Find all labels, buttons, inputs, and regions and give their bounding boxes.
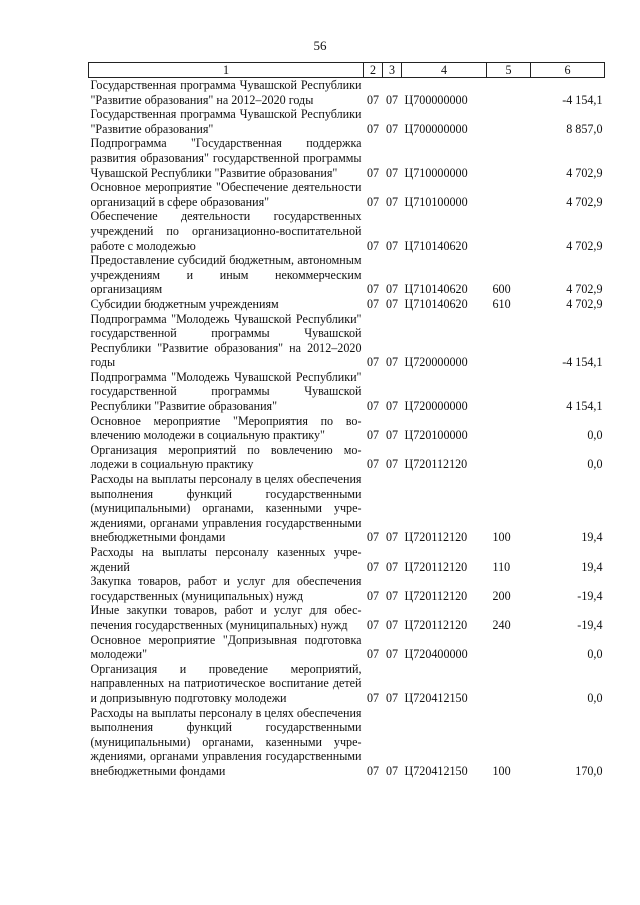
row-expense-type: 110 xyxy=(492,559,511,574)
table-row xyxy=(89,107,605,136)
row-target-article: Ц720100000 xyxy=(404,428,468,443)
row-amount: -19,4 xyxy=(577,617,603,632)
table-row xyxy=(89,136,605,180)
row-section: 07 xyxy=(366,282,380,297)
row-target-article: Ц720112120 xyxy=(404,588,468,603)
row-amount: -4 154,1 xyxy=(562,355,603,370)
header-col-2: 2 xyxy=(364,63,383,78)
row-section: 07 xyxy=(366,763,380,778)
row-name: Организация мероприятий по вовлечению молодежи в социальную практику xyxy=(90,442,362,472)
row-name: Основное мероприятие "Обеспечение деятельности организаций в сфере образования" xyxy=(90,180,362,209)
row-expense-type xyxy=(487,78,531,108)
row-subsection: 07 xyxy=(385,355,399,370)
row-name: Основное мероприятие "Мероприятия по вовлечению молодежи в социальную практику" xyxy=(90,413,362,443)
row-name: Иные закупки товаров, работ и услуг для обеспечения государственных (муниципальных) нужд xyxy=(90,603,362,632)
table-row xyxy=(89,209,605,253)
row-expense-type xyxy=(487,209,531,253)
row-subsection: 07 xyxy=(385,238,399,253)
row-expense-type xyxy=(487,136,531,180)
row-name: Подпрограмма "Молодежь Чувашской Республики" государственной программы Чувашской Республики "Развитие образования" xyxy=(90,369,362,414)
row-name: Расходы на выплаты персоналу в целях обеспечения выполнения функций государственными (муниципальными) органами, казенными учреждениями, органами управления государственными внебюджетными фондами xyxy=(90,472,362,545)
row-expense-type xyxy=(487,370,531,414)
row-name: Предоставление субсидий бюджетным, автономным учреждениям и иным некоммерческим организациям xyxy=(90,253,362,297)
row-name: Расходы на выплаты персоналу казенных учреждений xyxy=(90,545,362,574)
table-row xyxy=(89,297,605,312)
row-subsection: 07 xyxy=(385,399,399,414)
row-amount: 8 857,0 xyxy=(566,121,603,136)
row-subsection: 07 xyxy=(385,282,399,297)
row-section: 07 xyxy=(366,165,380,180)
row-amount: 4 702,9 xyxy=(566,238,603,253)
table-row xyxy=(89,78,605,108)
row-subsection: 07 xyxy=(385,296,399,311)
row-target-article: Ц710140620 xyxy=(404,296,468,311)
row-amount: 4 702,9 xyxy=(566,282,603,297)
row-expense-type xyxy=(487,180,531,209)
row-expense-type xyxy=(487,107,531,136)
table-header xyxy=(89,63,605,78)
header-col-1: 1 xyxy=(89,63,364,78)
row-subsection: 07 xyxy=(385,165,399,180)
row-section: 07 xyxy=(366,194,380,209)
table-row xyxy=(89,414,605,443)
row-amount: 4 702,9 xyxy=(566,194,603,209)
header-col-4: 4 xyxy=(402,63,487,78)
row-name: Государственная программа Чувашской Республики "Развитие образования" xyxy=(90,107,362,136)
row-subsection: 07 xyxy=(385,457,399,472)
row-subsection: 07 xyxy=(385,92,399,107)
row-section: 07 xyxy=(366,92,380,107)
row-target-article: Ц720112120 xyxy=(404,457,468,472)
row-section: 07 xyxy=(366,399,380,414)
row-subsection: 07 xyxy=(385,559,399,574)
row-name: Организация и проведение мероприятий, направленных на патриотическое воспитание детей и допризывную подготовку молодежи xyxy=(90,661,362,705)
row-name: Закупка товаров, работ и услуг для обеспечения государственных (муниципальных) нужд xyxy=(90,574,362,603)
row-section: 07 xyxy=(366,355,380,370)
row-name: Субсидии бюджетным учреждениям xyxy=(90,296,279,311)
row-subsection: 07 xyxy=(385,428,399,443)
table-row xyxy=(89,603,605,632)
row-amount: 4 154,1 xyxy=(566,399,603,414)
row-target-article: Ц710000000 xyxy=(404,165,468,180)
row-amount: -19,4 xyxy=(577,588,603,603)
row-section: 07 xyxy=(366,559,380,574)
row-expense-type: 100 xyxy=(492,763,511,778)
row-target-article: Ц720412150 xyxy=(404,690,468,705)
row-subsection: 07 xyxy=(385,763,399,778)
row-section: 07 xyxy=(366,296,380,311)
table-row xyxy=(89,180,605,209)
row-target-article: Ц710100000 xyxy=(404,194,468,209)
page-number: 56 xyxy=(313,38,327,53)
row-expense-type: 100 xyxy=(492,530,511,545)
row-expense-type: 610 xyxy=(492,296,511,311)
header-col-6: 6 xyxy=(531,63,605,78)
row-amount: 19,4 xyxy=(581,559,603,574)
row-amount: 19,4 xyxy=(581,530,603,545)
table-row xyxy=(89,312,605,370)
row-amount: 4 702,9 xyxy=(566,165,603,180)
row-target-article: Ц700000000 xyxy=(404,121,468,136)
row-amount: -4 154,1 xyxy=(562,92,603,107)
table-row xyxy=(89,545,605,574)
table-body xyxy=(89,78,605,779)
header-col-3: 3 xyxy=(383,63,402,78)
budget-table xyxy=(88,62,605,779)
row-amount: 0,0 xyxy=(587,428,603,443)
row-expense-type: 600 xyxy=(492,282,511,297)
row-subsection: 07 xyxy=(385,530,399,545)
row-section: 07 xyxy=(366,690,380,705)
row-subsection: 07 xyxy=(385,194,399,209)
row-target-article: Ц720000000 xyxy=(404,399,468,414)
row-amount: 4 702,9 xyxy=(566,296,603,311)
row-section: 07 xyxy=(366,121,380,136)
row-expense-type xyxy=(487,443,531,472)
row-name: Подпрограмма "Государственная поддержка развития образования" государственной программы Чувашской Республики "Развитие образования" xyxy=(90,136,362,180)
table-row xyxy=(89,633,605,662)
row-subsection: 07 xyxy=(385,121,399,136)
table-row xyxy=(89,472,605,545)
row-target-article: Ц720112120 xyxy=(404,530,468,545)
row-amount: 0,0 xyxy=(587,690,603,705)
row-target-article: Ц700000000 xyxy=(404,92,468,107)
row-name: Государственная программа Чувашской Республики "Развитие образования" на 2012–2020 годы xyxy=(90,78,362,107)
row-target-article: Ц710140620 xyxy=(404,282,468,297)
row-expense-type xyxy=(487,662,531,706)
header-row xyxy=(89,63,605,78)
table-row xyxy=(89,443,605,472)
row-name: Подпрограмма "Молодежь Чувашской Республики" государственной программы Чувашской Республики "Развитие образования" на 2012–2020 годы xyxy=(90,311,362,370)
row-subsection: 07 xyxy=(385,588,399,603)
row-target-article: Ц720112120 xyxy=(404,559,468,574)
row-section: 07 xyxy=(366,428,380,443)
table-row xyxy=(89,370,605,414)
row-target-article: Ц720112120 xyxy=(404,617,468,632)
row-expense-type xyxy=(487,633,531,662)
row-target-article: Ц720400000 xyxy=(404,647,468,662)
row-name: Обеспечение деятельности государственных учреждений по организационно-воспитательной работе с молодежью xyxy=(90,209,362,253)
row-section: 07 xyxy=(366,617,380,632)
row-expense-type xyxy=(487,312,531,370)
row-subsection: 07 xyxy=(385,617,399,632)
row-section: 07 xyxy=(366,530,380,545)
header-col-5: 5 xyxy=(487,63,531,78)
row-subsection: 07 xyxy=(385,647,399,662)
table-row xyxy=(89,662,605,706)
table-row xyxy=(89,253,605,297)
row-target-article: Ц720000000 xyxy=(404,355,468,370)
row-target-article: Ц710140620 xyxy=(404,238,468,253)
row-section: 07 xyxy=(366,647,380,662)
row-name: Основное мероприятие "Допризывная подготовка молодежи" xyxy=(90,632,362,662)
row-subsection: 07 xyxy=(385,690,399,705)
row-section: 07 xyxy=(366,457,380,472)
row-section: 07 xyxy=(366,588,380,603)
row-expense-type xyxy=(487,414,531,443)
row-section: 07 xyxy=(366,238,380,253)
table-row xyxy=(89,574,605,603)
row-amount: 170,0 xyxy=(575,763,603,778)
table-row xyxy=(89,706,605,779)
row-target-article: Ц720412150 xyxy=(404,763,468,778)
row-amount: 0,0 xyxy=(587,647,603,662)
row-name: Расходы на выплаты персоналу в целях обеспечения выполнения функций государственными (муниципальными) органами, казенными учреждениями, органами управления государственными внебюджетными фондами xyxy=(90,705,362,778)
row-expense-type: 240 xyxy=(492,617,511,632)
row-amount: 0,0 xyxy=(587,457,603,472)
row-expense-type: 200 xyxy=(492,588,511,603)
